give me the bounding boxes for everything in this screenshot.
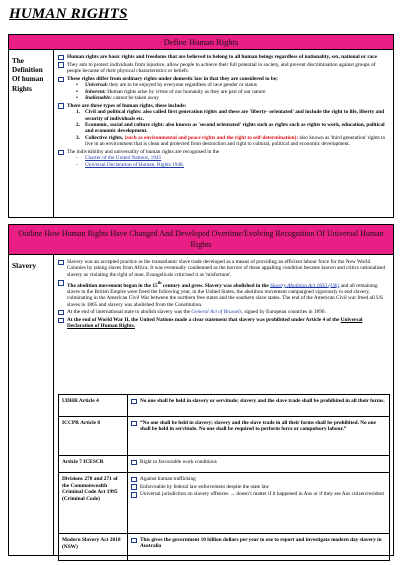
item-text: Slavery was an accepted practice as the transatlantic slave trade developed as a means of providing an efficient labour force for the New World Colonies by taking slaves from Africa. It was eventually condemned as the horrors of these appalling condition became known and critics rationalised slavery as violating the right of man. Evangelicals criticised it as 'misfortune'. [67,259,386,278]
item-text: There are three types of human rights, these include: [67,102,187,109]
udhr-link[interactable]: Universal Declaration of Human, Rights 1948. [85,161,185,168]
slavery-label: Slavery [9,255,54,555]
table-row-content: “No one shall be held in slavery; slavery and the slave trade in all their forms shall be prohibited. No one shall be held in servitude. No one shall be required to perform force or compulsory labour.” [128,417,389,455]
table-row-label: ICCPR Article 8 [59,417,128,455]
charter-link[interactable]: Charter of the United Nations, 1945 [85,155,162,162]
item-text: Human rights are basic rights and freedoms that are believed to belong to all human beings regardless of nationality, sex, national or race [67,54,377,60]
list-item: The abolition movement began in the 15th century and grew. Slavery was abolished in the Slavery Abolition Act 1833 (UK) and all remaining slaves in the British Empire were freed the following year, in the United States, the abolition movement campaigned vigorously to end slavery, culminating in the American Civil War between the northern free states and the southern slave states. The end of the American Civil war freed all US slaves in 1865 and slavery was abolished from the Constitution. [58,280,390,308]
page-title: HUMAN RIGHTS [9,6,128,22]
checkbox-icon[interactable] [131,399,137,405]
checkbox-icon[interactable] [131,460,137,466]
list-item: At the end of international state to abolish slavery was the General Act of Brussels, signed by European countries in 1890. [58,309,390,315]
list-item [58,149,390,168]
item-text: They aim to protect individuals from injustice, allow people to achieve their full potential in society, and prevent discrimination against groups of people because of their physical characteristics or beliefs. [67,61,376,75]
bullet-item: • Inherent: Human rights arise by virtue of our humanity as they are part of our nature [76,88,266,95]
numbered-item: 3. Collective rights, (such as environmental and peace rights and the right to self-determination): also known as 'third generation' rights to live in an environment that is clean and protected from destruction and right to cultural, political and economic development. [76,134,386,148]
slavery-content [58,259,390,331]
numbered-list [67,109,390,147]
checkbox-icon[interactable] [58,260,64,266]
table-row [59,417,389,456]
definition-section [8,50,394,218]
section-heading-define: Define Human Rights [8,34,394,50]
numbered-item: 1. Civil and political rights: also called first generation rights and these are 'liberty- orientated' and include the right to life, liberty and security of individuals etc. [76,109,385,122]
link-item: - Charter of the United Nations, 1945 [76,155,162,162]
link-item: - Universal Declaration of Human, Rights 1948. [76,161,185,168]
checkbox-icon[interactable] [131,421,137,427]
list-item [58,103,390,148]
numbered-item: 2. Economic, social and culture right: also known as 'second orientated' rights such as rights such as rights to work, education, political and economic development. [76,121,385,135]
checkbox-icon[interactable] [58,103,64,109]
table-row [59,473,389,534]
item-text: These rights differ from ordinary rights under domestic law in that they are considered to be; [67,75,278,82]
link-list [67,155,390,168]
checkbox-icon[interactable] [58,62,64,68]
table-row-content: No one shall be held in slavery or servitude; slavery and the slave trade shall be prohibited in all their forms. [128,395,389,416]
checkbox-icon[interactable] [58,318,64,324]
checkbox-icon[interactable] [131,492,137,498]
abolition-act-link[interactable]: Slavery Abolition Act 1833 (UK) [270,282,340,289]
list-item: At the end of World War II, the United Nations made a clear statement that slavery was prohibited under Article 4 of the Universal Declaration of Human Rights. [58,317,390,330]
table-row-content: This gives the government 10 billion dollars per year to use to report and investigate modern day slavery in Australia [128,534,389,560]
bullet-item: • Inalienable: cannot be taken away [76,95,159,102]
checkbox-icon[interactable] [131,538,137,544]
table-row [59,534,389,560]
table-row-label: Article 7 ICESCR [59,456,128,472]
checkbox-icon[interactable] [58,55,64,61]
table-row-content: Against human trafficking Enforceable by federal law enforcement despite the state law Universal jurisdiction on slavery offences → doesn’t matter if it happened in Aus or if they are Aus citizen/resident [128,473,389,533]
table-row [59,456,389,473]
brussels-act-link[interactable]: General Act of Brussels, [191,309,243,316]
table-row-label: Divisions 270 and 271 of the Commonwealth Criminal Code Act 1995 (Criminal Code) [59,473,128,533]
list-item [58,76,390,102]
checkbox-icon[interactable] [131,484,137,490]
list-item [58,54,390,60]
item-text: The indivisibility and universality of human rights are recognised in the [67,148,220,155]
checkbox-icon[interactable] [58,280,64,286]
list-item [58,62,390,75]
definition-content [58,54,390,169]
udhr-ref[interactable]: Universal Declaration of Human Rights. [67,316,363,330]
checkbox-icon[interactable] [131,477,137,483]
slavery-section [8,255,394,556]
bullet-item: • Universal: they are to be enjoyed by everyone regardless of race gender or status [76,82,257,89]
bullet-list [67,82,390,101]
section-heading-changes: Outline How Human Rights Have Changed And Developed Overtime/Evolving Recognition Of Universal Human Rights [8,224,394,255]
checkbox-icon[interactable] [58,310,64,316]
table-row-content: Right to favourable work conditions [128,456,389,472]
checkbox-icon[interactable] [58,150,64,156]
table-row-label: Modern Slavery Act 2018 (NSW) [59,534,128,560]
table-row-label: UDHR Article 4 [59,395,128,416]
checkbox-icon[interactable] [58,77,64,83]
list-item [58,259,390,278]
instruments-table [58,394,390,561]
definition-label: The Definition Of human Rights [9,50,54,217]
table-row [59,395,389,417]
